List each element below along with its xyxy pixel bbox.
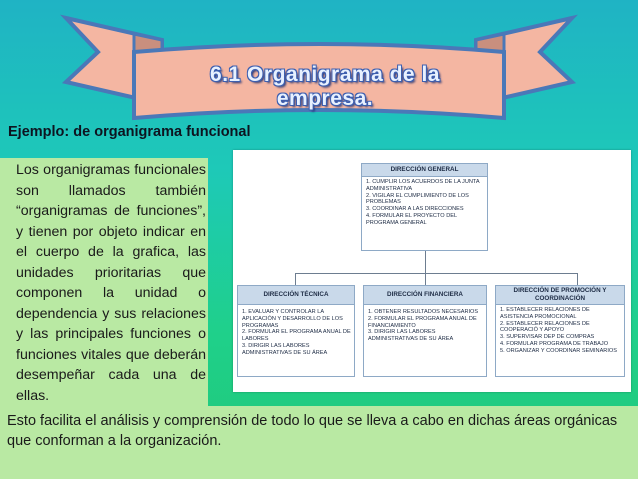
list-item: 3. DIRIGIR LAS LABORES ADMINISTRATIVAS DE SU ÁREA bbox=[368, 329, 454, 343]
list-item: 3. COORDINAR A LAS DIRECCIONES bbox=[366, 206, 464, 213]
org-chart bbox=[233, 150, 631, 392]
connector-middle bbox=[425, 273, 426, 285]
box-title: DIRECCIÓN GENERAL bbox=[362, 164, 487, 177]
box-title-line-2: COORDINACIÓN bbox=[534, 295, 586, 302]
org-box-direccion-general bbox=[361, 163, 488, 251]
list-item: 1. CUMPLIR LOS ACUERDOS DE LA JUNTA ADMINISTRATIVA bbox=[366, 179, 480, 192]
box-items bbox=[496, 305, 624, 355]
box-title bbox=[496, 286, 624, 305]
box-items bbox=[364, 307, 486, 343]
connector-vertical-top bbox=[425, 250, 426, 273]
footer-paragraph: Esto facilita el análisis y comprensión de todo lo que se lleva a cabo en dichas áreas orgánicas que conforman a la organización. bbox=[0, 406, 638, 479]
list-item: 2. FORMULAR EL PROGRAMA ANUAL DE LABORES bbox=[242, 329, 351, 343]
box-items bbox=[238, 307, 354, 357]
list-item: 1. ESTABLECER RELACIONES DE ASISTENCIA PROMOCIONAL bbox=[500, 307, 590, 320]
description-paragraph: Los organigramas funcionales son llamados también “organigramas de funciones”, y tienen por objeto indicar en el cuerpo de la grafica, las unidades prioritarias que componen la unidad o dependencia y sus relaciones y las principales funciones o funciones vitales que deberán desempeñar cada una de ellas. bbox=[0, 158, 208, 406]
title-line-2: empresa. bbox=[276, 87, 374, 110]
connector-right bbox=[577, 273, 578, 285]
list-item: 4. FORMULAR EL PROYECTO DEL PROGRAMA GENERAL bbox=[366, 212, 457, 226]
org-box-direccion-promocion bbox=[495, 285, 625, 377]
connector-horizontal bbox=[295, 273, 577, 274]
list-item: 4. FORMULAR PROGRAMA DE TRABAJO bbox=[500, 340, 609, 347]
org-box-direccion-tecnica bbox=[237, 285, 355, 377]
connector-left bbox=[295, 273, 296, 285]
list-item: 2. FORMULAR EL PROGRAMA ANUAL DE FINANCIAMIENTO bbox=[368, 315, 477, 329]
box-title-line-1: DIRECCIÓN DE PROMOCIÓN Y bbox=[513, 287, 607, 294]
list-item: 1. EVALUAR Y CONTROLAR LA APLICACIÓN Y DESARROLLO DE LOS PROGRAMAS bbox=[242, 309, 343, 329]
list-item: 3. SUPERVISAR DEP DE COMPRAS bbox=[500, 334, 595, 341]
list-item: 5. ORGANIZAR Y COORDINAR SEMINARIOS bbox=[500, 347, 617, 354]
list-item: 3. DIRIGIR LAS LABORES ADMINISTRATIVAS DE SU ÁREA bbox=[242, 342, 328, 356]
list-item: 1. OBTENER RESULTADOS NECESARIOS bbox=[368, 309, 479, 315]
box-title: DIRECCIÓN FINANCIERA bbox=[364, 286, 486, 305]
box-items bbox=[362, 177, 487, 227]
title-line-1: 6.1 Organigrama de la bbox=[210, 63, 440, 86]
slide-title bbox=[190, 63, 460, 111]
list-item: 2. VIGILAR EL CUMPLIMIENTO DE LOS PROBLEMAS bbox=[366, 192, 469, 206]
box-title: DIRECCIÓN TÉCNICA bbox=[238, 286, 354, 305]
example-subtitle: Ejemplo: de organigrama funcional bbox=[8, 124, 251, 140]
org-box-direccion-financiera bbox=[363, 285, 487, 377]
list-item: 2. ESTABLECER RELACIONES DE COOPERACIÓ Y APOYO bbox=[500, 320, 590, 334]
